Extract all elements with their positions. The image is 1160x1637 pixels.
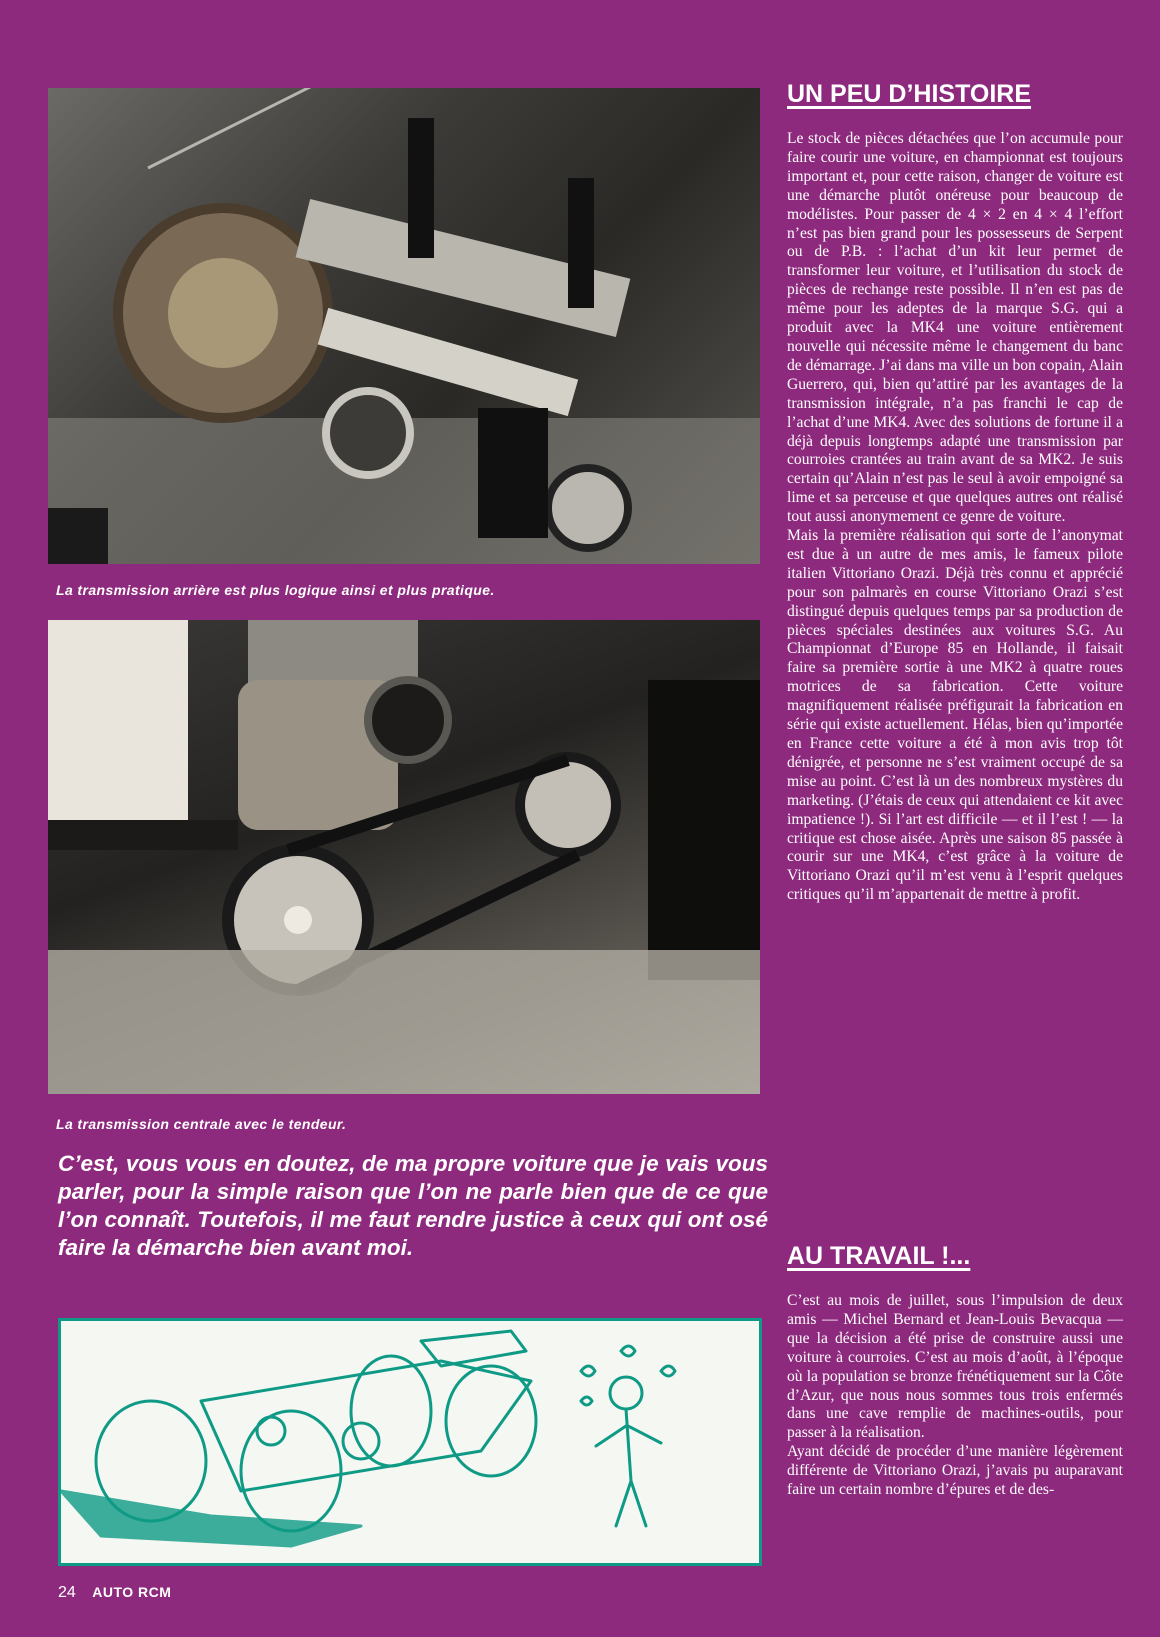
body-paragraph: Ayant décidé de procéder d’une manière légèrement différente de Vittoriano Orazi, j’avais pu auparavant faire un certain nombre d’épures et de des- bbox=[787, 1443, 1123, 1499]
photo-caption: La transmission arrière est plus logique ainsi et plus pratique. bbox=[56, 582, 495, 598]
section-body bbox=[787, 1292, 1123, 1500]
cartoon-illustration bbox=[58, 1318, 762, 1566]
page-number: 24 bbox=[58, 1584, 76, 1601]
photo-rear-transmission bbox=[48, 88, 760, 564]
cartoon-drawing bbox=[61, 1321, 759, 1563]
page-footer bbox=[58, 1584, 171, 1602]
photo-caption: La transmission centrale avec le tendeur. bbox=[56, 1116, 347, 1132]
rear-transmission-illustration bbox=[48, 88, 760, 564]
section-heading: UN PEU D’HISTOIRE bbox=[787, 80, 1032, 108]
photo-central-transmission bbox=[48, 620, 760, 1094]
body-paragraph: Mais la première réalisation qui sorte de l’anonymat est due à un autre de mes amis, le fameux pilote italien Vittoriano Orazi. Déjà très connu et apprécié pour son palmarès en course Vittoriano Orazi s’est distingué depuis quelques temps par sa production de pièces spéciales destinées aux voitures S.G. Au Championnat d’Europe 85 en Hollande, il faisait faire sa première sortie à une MK2 à quatre roues motrices de sa fabrication. Cette voiture magnifiquement réalisée préfigurait la fabrication en série qui existe actuellement. Hélas, bien qu’importée en France cette voiture a été à mon avis trop tôt dénigrée, et personne ne s’est vraiment occupé de sa mise au point. C’est là un des nombreux mystères du marketing. (J’étais de ceux qui attendaient ce kit avec impatience !). Si l’art est difficile — et il l’est ! — la critique est chose aisée. Après une saison 85 passée à courir sur une MK4, c’est grâce à la voiture de Vittoriano Orazi qu’il m’est venu à l’esprit quelques critiques qu’il m’appartenait de mettre à profit. bbox=[787, 527, 1123, 904]
body-paragraph: Le stock de pièces détachées que l’on accumule pour faire courir une voiture, en championnat est toujours important et, pour cette raison, changer de voiture est une démarche plutôt onéreuse pour beaucoup de modélistes. Pour passer de 4 × 2 en 4 × 4 l’effort n’est pas bien grand pour les possesseurs de Serpent ou de P.B. : l’achat d’un kit leur permet de transformer leur voiture, et l’utilisation du stock de pièces de rechange reste possible. Il n’en est pas de même pour les adeptes de la marque S.G. qui a produit avec la MK4 une voiture entièrement nouvelle qui nécessite même le changement du banc de démarrage. J’ai dans ma ville un bon copain, Alain Guerrero, qui, bien qu’attiré par les avantages de la transmission intégrale, n’a pas franchi le cap de l’achat d’une MK4. Avec des solutions de fortune il a déjà depuis longtemps adapté une transmission par courroies crantées au train avant de sa MK2. Je suis certain qu’Alain n’est pas le seul à avoir empoigné sa lime et sa perceuse et que quelques autres ont réalisé tout aussi anonymement ce genre de voiture. bbox=[787, 130, 1123, 526]
magazine-name: AUTO RCM bbox=[92, 1584, 172, 1600]
central-transmission-illustration bbox=[48, 620, 760, 1094]
section-body bbox=[787, 130, 1123, 905]
body-paragraph: C’est au mois de juillet, sous l’impulsion de deux amis — Michel Bernard et Jean-Louis Bevacqua — que la décision a été prise de construire aussi une voiture à courroies. C’est au mois d’août, à l’époque où la population se bronze frénétiquement sur la Côte d’Azur, que nous nous sommes tous trois enfermés dans une cave remplie de machines-outils, pour passer à la réalisation. bbox=[787, 1292, 1123, 1442]
lead-paragraph: C’est, vous vous en doutez, de ma propre voiture que je vais vous parler, pour la simple raison que l’on ne parle bien que de ce que l’on connaît. Toutefois, il me faut rendre justice à ceux qui ont osé faire la démarche bien avant moi. bbox=[58, 1151, 768, 1260]
section-heading: AU TRAVAIL !... bbox=[787, 1242, 971, 1270]
